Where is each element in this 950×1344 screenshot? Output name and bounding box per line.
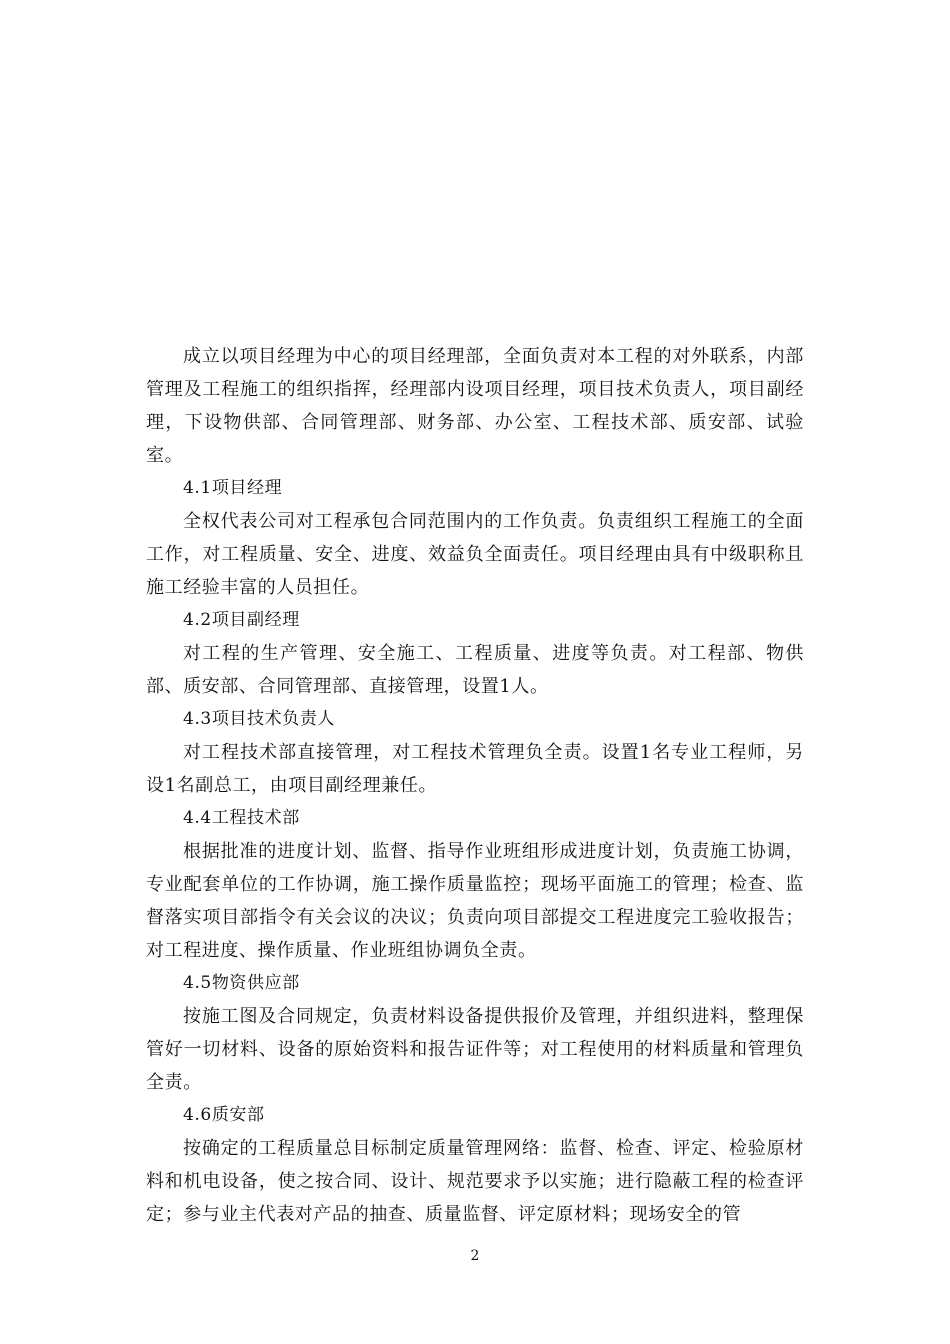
section-body-4-6: 按确定的工程质量总目标制定质量管理网络：监督、检查、评定、检验原材料和机电设备，使之按合同、设计、规范要求予以实施；进行隐蔽工程的检查评定；参与业主代表对产品的抽查、质量监督、评定原材料；现场安全的管 xyxy=(146,1138,804,1225)
section-heading-4-2: 4.2项目副经理 xyxy=(183,610,300,630)
section-heading-4-5: 4.5物资供应部 xyxy=(183,973,300,993)
section-body-4-1: 全权代表公司对工程承包合同范围内的工作负责。负责组织工程施工的全面工作，对工程质量、安全、进度、效益负全面责任。项目经理由具有中级职称且施工经验丰富的人员担任。 xyxy=(146,511,804,598)
section-heading-4-1: 4.1项目经理 xyxy=(183,478,283,498)
document-body xyxy=(146,340,804,1231)
section-body-4-2: 对工程的生产管理、安全施工、工程质量、进度等负责。对工程部、物供部、质安部、合同管理部、直接管理，设置1人。 xyxy=(146,643,804,697)
page-number: 2 xyxy=(470,1248,480,1264)
section-heading-4-3: 4.3项目技术负责人 xyxy=(183,709,336,729)
intro-paragraph: 成立以项目经理为中心的项目经理部，全面负责对本工程的对外联系，内部管理及工程施工的组织指挥，经理部内设项目经理，项目技术负责人，项目副经理，下设物供部、合同管理部、财务部、办公室、工程技术部、质安部、试验室。 xyxy=(146,346,804,466)
section-heading-4-6: 4.6质安部 xyxy=(183,1105,265,1125)
section-heading-4-4: 4.4工程技术部 xyxy=(183,808,300,828)
section-body-4-5: 按施工图及合同规定，负责材料设备提供报价及管理，并组织进料，整理保管好一切材料、设备的原始资料和报告证件等；对工程使用的材料质量和管理负全责。 xyxy=(146,1006,804,1093)
section-body-4-3: 对工程技术部直接管理，对工程技术管理负全责。设置1名专业工程师，另设1名副总工，由项目副经理兼任。 xyxy=(146,742,804,796)
section-body-4-4: 根据批准的进度计划、监督、指导作业班组形成进度计划，负责施工协调，专业配套单位的工作协调，施工操作质量监控；现场平面施工的管理；检查、监督落实项目部指令有关会议的决议；负责向项目部提交工程进度完工验收报告；对工程进度、操作质量、作业班组协调负全责。 xyxy=(146,841,804,961)
